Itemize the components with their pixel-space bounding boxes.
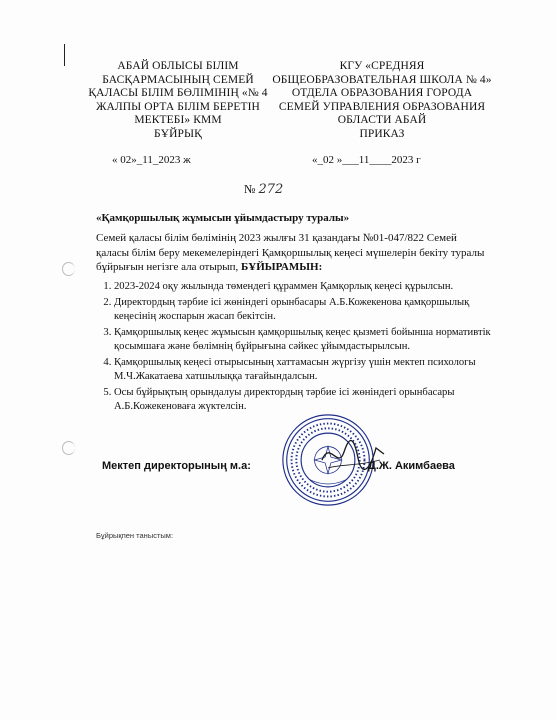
list-item: 1. 2023-2024 оқу жылында төмендегі құраммен Қамқорлық кеңесі құрылсын. [114,280,514,294]
header-line: ОТДЕЛА ОБРАЗОВАНИЯ ГОРОДА [291,87,473,99]
header-kazakh [78,60,278,141]
date-kazakh: « 02»_11_2023 ж [112,154,191,166]
header-line: БҰЙРЫҚ [154,127,202,140]
header-line: АБАЙ ОБЛЫСЫ БІЛІМ [117,60,239,72]
header-line: ПРИКАЗ [359,127,405,140]
list-item: 4. Қамқоршылық кеңесі отырысының хаттамасын жүргізу үшін мектеп психологы М.Ч.Жакатаева хатшылыққа тағайындалсын. [114,356,514,384]
header-line: ҚАЛАСЫ БІЛІМ БӨЛІМІНІҢ «№ 4 [88,87,268,99]
date-russian: «_02 »___11____2023 г [312,154,421,166]
signature-label: Мектеп директорының м.а: [102,460,251,472]
list-item: 5. Осы бұйрықтың орындалуы директордың тәрбие ісі жөніндегі орынбасары А.Б.Кожекеноваға жүктелсін. [114,386,514,414]
order-number [244,182,283,197]
list-item: 3. Қамқоршылық кеңес жұмысын қамқоршылық кеңес қызметі бойынша нормативтік қосымшаға және бөлімнің бұйрығына сәйкес ұйымдастырылсын. [114,326,514,354]
punch-hole-mark [62,262,75,276]
header-line: СЕМЕЙ УПРАВЛЕНИЯ ОБРАЗОВАНИЯ [278,100,486,113]
margin-mark [64,44,65,66]
intro-paragraph [96,231,486,275]
header-russian [262,60,502,141]
order-number-value: 272 [258,182,284,197]
list-item: 2. Директордың тәрбие ісі жөніндегі орынбасары А.Б.Кожекенова қамқоршылық кеңесінің жоспарын жасап бекітсін. [114,296,514,324]
order-items-list [96,280,514,416]
header-line: ОБЛАСТИ АБАЙ [337,114,427,126]
header-line: ОБЩЕОБРАЗОВАТЕЛЬНАЯ ШКОЛА № 4» [272,73,492,86]
header-line: БАСҚАРМАСЫНЫҢ СЕМЕЙ [102,73,254,86]
acknowledgement-label: Бұйрықпен таныстым: [96,531,174,540]
header-line: МЕКТЕБІ» КММ [134,114,222,126]
punch-hole-mark [62,441,75,455]
handwritten-signature [318,430,388,480]
signature-name: Д.Ж. Акимбаева [368,460,455,472]
header-line: ЖАЛПЫ ОРТА БІЛІМ БЕРЕТІН [96,100,260,113]
order-title: «Қамқоршылық жұмысын ұйымдастыру туралы» [96,212,350,224]
intro-command: БҰЙЫРАМЫН: [241,261,323,273]
order-number-prefix: № [244,182,256,196]
intro-text: Семей қаласы білім бөлімінің 2023 жылғы 31 қазандағы №01-047/822 Семей қаласы білім беру мекемелеріндегі Қамқоршылық кеңесі мүшелерін бекіту туралы бұйрығын негізге ала отырып, [96,232,485,273]
header-line: КГУ «СРЕДНЯЯ [339,60,425,72]
